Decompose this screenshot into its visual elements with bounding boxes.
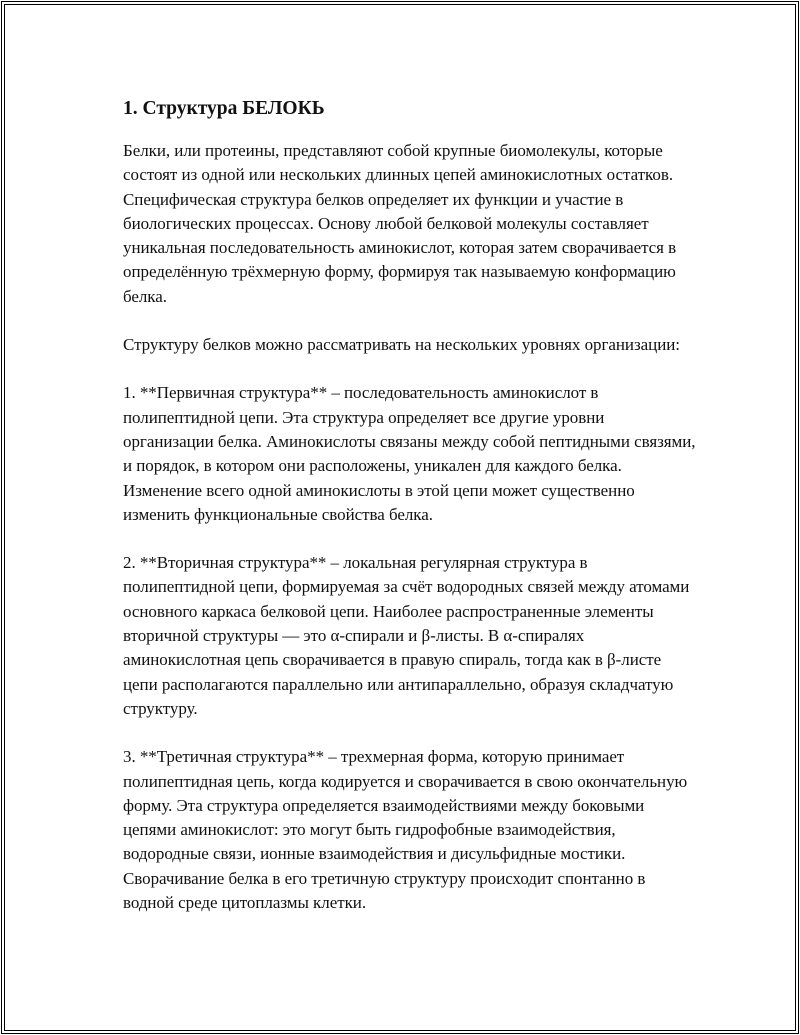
levels-intro-paragraph: Структуру белков можно рассматривать на нескольких уровнях организации: <box>123 335 680 355</box>
primary-structure-paragraph: 1. **Первичная структура** – последовательность аминокислот в полипептидной цепи. Эта структура определяет все другие уровни организации белка. Аминокислоты связаны между собой пептидными связями, и порядок, в котором они расположены, уникален для каждого белка. Изменение всего одной аминокислоты в этой цепи может существенно изменить функциональные свойства белка. <box>123 383 696 524</box>
tertiary-structure-paragraph: 3. **Третичная структура** – трехмерная форма, которую принимает полипептидная цепь, когда кодируется и сворачивается в свою окончательную форму. Эта структура определяется взаимодействиями между боковыми цепями аминокислот: это могут быть гидрофобные взаимодействия, водородные связи, ионные взаимодействия и дисульфидные мостики. Сворачивание белка в его третичную структуру происходит спонтанно в водной среде цитоплазмы клетки. <box>123 747 688 913</box>
secondary-structure-paragraph: 2. **Вторичная структура** – локальная регулярная структура в полипептидной цепи, формируемая за счёт водородных связей между атомами основного каркаса белковой цепи. Наиболее распространенные элементы вторичной структуры — это α-спирали и β-листы. В α-спиралях аминокислотная цепь сворачивается в правую спираль, тогда как в β-листе цепи располагаются параллельно или антипараллельно, образуя складчатую структуру. <box>123 553 690 718</box>
page-border <box>4 4 796 1031</box>
section-heading: 1. Структура БЕЛОКЬ <box>123 98 325 119</box>
document-body <box>123 95 698 939</box>
intro-paragraph: Белки, или протеины, представляют собой крупные биомолекулы, которые состоят из одной или нескольких длинных цепей аминокислотных остатков. Специфическая структура белков определяет их функции и участие в биологических процессах. Основу любой белковой молекулы составляет уникальная последовательность аминокислот, которая затем сворачивается в определённую трёхмерную форму, формируя так называемую конформацию белка. <box>123 141 677 306</box>
